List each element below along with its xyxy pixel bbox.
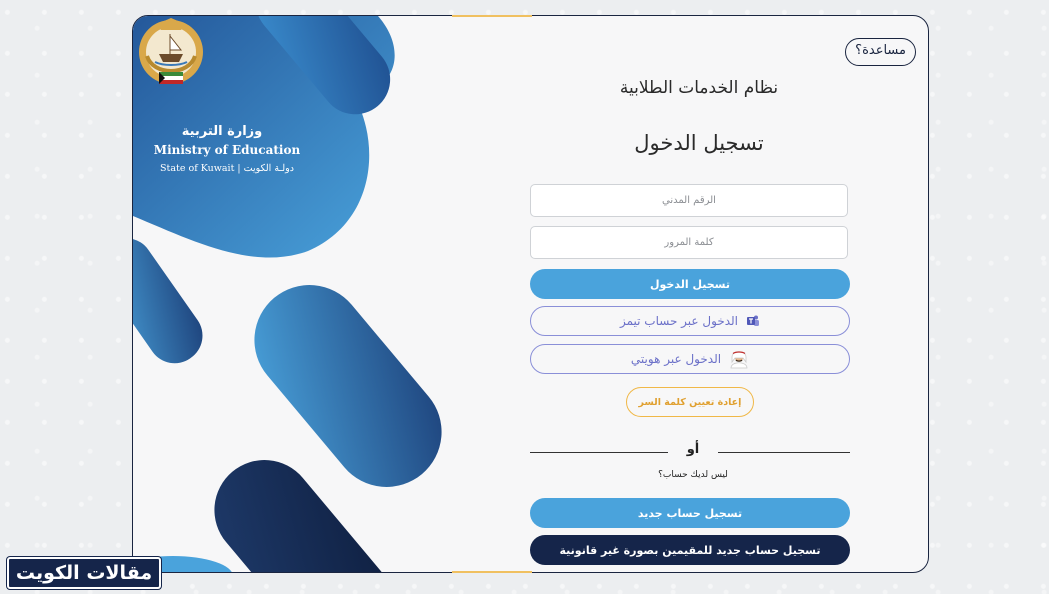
- civil-id-input[interactable]: [530, 184, 848, 217]
- kuwait-emblem-icon: [133, 16, 209, 100]
- hawiyati-login-label: الدخول عبر هويتي: [630, 352, 722, 366]
- login-card: [132, 15, 929, 573]
- top-accent-mark: [452, 15, 532, 17]
- left-pill-shape: [133, 228, 213, 374]
- ministry-name-arabic: وزارة التربية: [181, 124, 263, 139]
- state-line: State of Kuwait | دولـة الكويت: [160, 163, 294, 174]
- register-button-label: تسجيل حساب جديد: [637, 506, 743, 520]
- teams-login-button[interactable]: [530, 306, 850, 336]
- teams-login-label: الدخول عبر حساب تيمز: [619, 314, 739, 328]
- password-input[interactable]: [530, 226, 848, 259]
- login-button[interactable]: [530, 269, 850, 299]
- help-button[interactable]: مساعدة؟: [845, 38, 916, 66]
- bottom-accent-mark: [452, 571, 532, 573]
- kuwaiti-avatar-icon: [729, 348, 749, 370]
- decorative-art-panel: [133, 16, 463, 573]
- login-button-label: تسجيل الدخول: [649, 277, 730, 291]
- system-title: نظام الخدمات الطلابية: [619, 78, 779, 98]
- watermark-text: مقالات الكويت: [15, 562, 153, 584]
- reset-password-label: إعادة تعيين كلمة السر: [638, 396, 742, 408]
- or-label: أو: [668, 442, 718, 457]
- register-illegal-residents-button[interactable]: [530, 535, 850, 565]
- site-watermark: [7, 557, 161, 589]
- reset-password-button[interactable]: [626, 387, 754, 417]
- register-button[interactable]: [530, 498, 850, 528]
- no-account-text: ليس لديك حساب؟: [658, 470, 728, 480]
- register-illegal-residents-label: تسجيل حساب جديد للمقيمين بصورة غير قانونية: [559, 543, 821, 557]
- ministry-name-english: Ministry of Education: [153, 143, 301, 157]
- hawiyati-login-button[interactable]: [530, 344, 850, 374]
- microsoft-teams-icon: [746, 315, 760, 327]
- login-title: تسجيل الدخول: [634, 131, 764, 155]
